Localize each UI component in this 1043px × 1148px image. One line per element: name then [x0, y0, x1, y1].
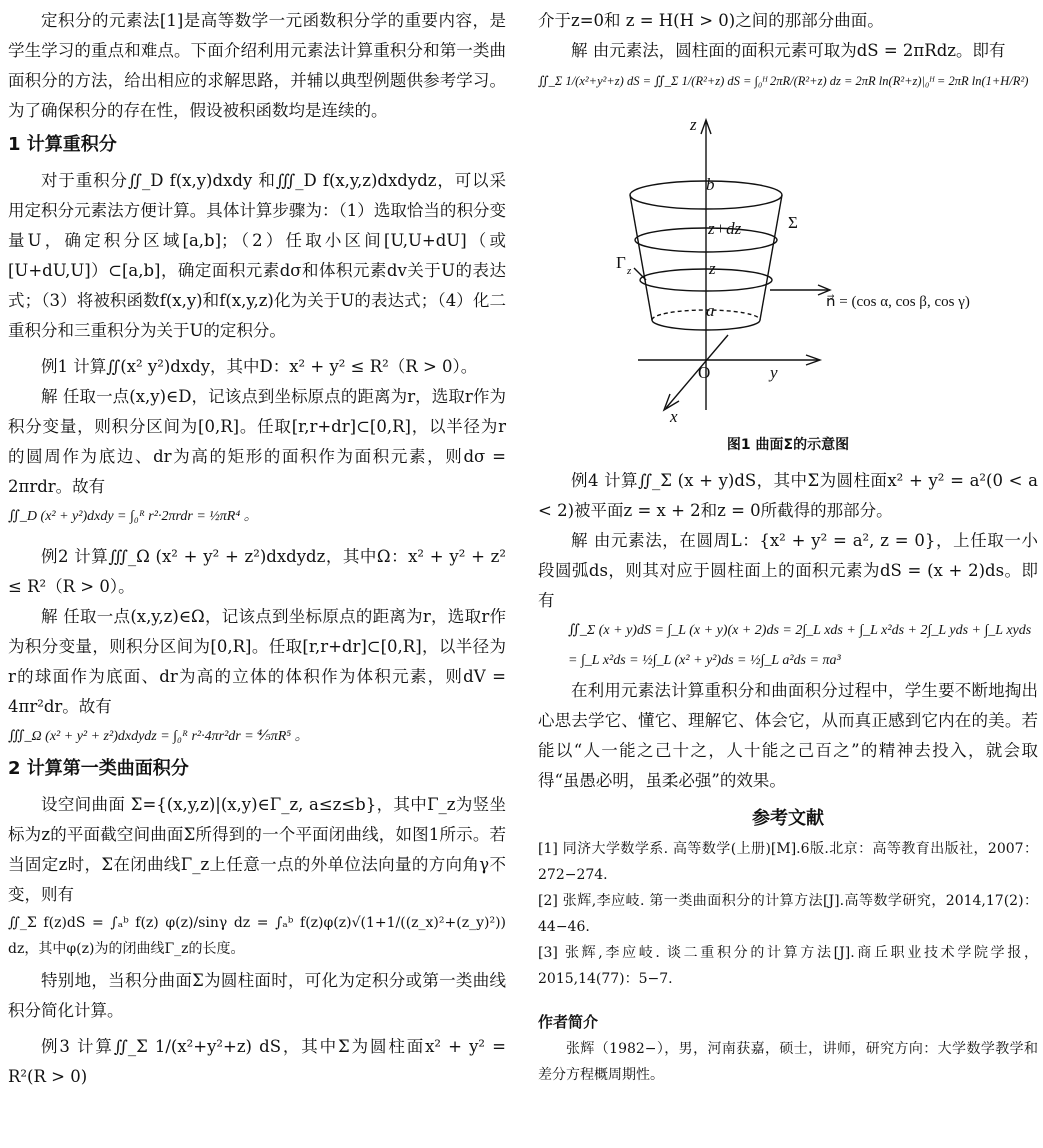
reference-2: [2] 张辉,李应岐. 第一类曲面积分的计算方法[J].高等数学研究，2014,17(2)：44−46. [538, 893, 1038, 935]
author-heading: 作者简介 [538, 1013, 599, 1031]
section-1-heading: 1 计算重积分 [8, 134, 117, 155]
figure-gamma-subscript: z [627, 265, 632, 277]
figure-x-axis-label: x [670, 407, 678, 426]
solution-1: 解 任取一点(x,y)∈D，记该点到坐标原点的距离为r，选取r作为积分变量，则积分区间为[0,R]。任取[r,r+dr]⊂[0,R]，以半径为r的圆周作为底边、dr为高的矩形的面积作为面积元素，则dσ = 2πrdr。故有 [8, 387, 506, 496]
figure-sigma-label: Σ [788, 213, 798, 232]
right-column [538, 0, 1038, 1088]
figure-normal-vector-label: n⃗ = (cos α, cos β, cos γ) [826, 294, 970, 310]
solution-2: 解 任取一点(x,y,z)∈Ω，记该点到坐标原点的距离为r，选取r作为积分变量，则积分区间为[0,R]。任取[r,r+dr]⊂[0,R]，以半径为r的球面作为底面、dr为高的立体的体积作为体积元素，则dV = 4πr²dr。故有 [8, 607, 506, 716]
figure-1-cylinder-diagram [538, 110, 1038, 440]
section-1-paragraph: 对于重积分∬_D f(x,y)dxdy 和∭_D f(x,y,z)dxdydz，可以采用定积分元素法方便计算。具体计算步骤为：（1）选取恰当的积分变量U，确定积分区域[a,b]；（2）任取小区间[U,U+dU]（或[U+dU,U]）⊂[a,b]，确定面积元素dσ和体积元素dv关于U的表达式；（3）将被积函数f(x,y)和f(x,y,z)化为关于U的表达式；（4）化二重积分和三重积分为关于U的定积分。 [8, 171, 506, 340]
section-2-heading: 2 计算第一类曲面积分 [8, 758, 189, 779]
figure-origin-label: O [698, 363, 711, 382]
equation-5: ∬_Σ (x + y)dS = ∫_L (x + y)(x + 2)ds = 2∫_L xds + ∫_L x²ds + 2∫_L yds + ∫_L xyds [568, 623, 1032, 638]
figure-b-label: b [706, 175, 715, 194]
references-heading: 参考文献 [752, 808, 824, 829]
reference-1: [1] 同济大学数学系. 高等数学(上册)[M].6版.北京：高等教育出版社，2007：272−274. [538, 841, 1038, 883]
intro-paragraph: 定积分的元素法[1]是高等数学一元函数积分学的重要内容，是学生学习的重点和难点。下面介绍利用元素法计算重积分和第一类曲面积分的方法，给出相应的求解思路，并辅以典型例题供参考学习。为了确保积分的存在性，假设被积函数均是连续的。 [8, 11, 506, 120]
figure-1-caption: 图1 曲面Σ的示意图 [726, 437, 850, 453]
solution-4: 解 由元素法，在圆周L：{x² + y² = a², z = 0}，上任取一小段圆弧ds，则其对应于圆柱面上的面积元素为dS = (x + 2)ds。即有 [538, 531, 1038, 610]
figure-a-label: a [706, 301, 715, 320]
reference-3: [3] 张辉,李应岐. 谈二重积分的计算方法[J].商丘职业技术学院学报，2015,14(77)：5−7. [538, 945, 1038, 987]
author-bio: 张辉（1982−），男，河南获嘉，硕士，讲师，研究方向：大学数学教学和差分方程概周期性。 [538, 1041, 1038, 1083]
figure-zdz-label: z+dz [708, 219, 742, 238]
example-3: 例3 计算∬_Σ 1/(x²+y²+z) dS，其中Σ为圆柱面x² + y² = R²(R > 0) [8, 1037, 506, 1086]
figure-gamma-label: Γ [616, 253, 626, 272]
example-4: 例4 计算∬_Σ (x + y)dS，其中Σ为圆柱面x² + y² = a²(0 < a < 2)被平面z = x + 2和z = 0所截得的那部分。 [538, 471, 1038, 520]
equation-6: = ∫_L x²ds = ½∫_L (x² + y²)ds = ½∫_L a²ds = πa³ [568, 653, 841, 668]
conclusion-paragraph: 在利用元素法计算重积分和曲面积分过程中，学生要不断地掏出心思去学它、懂它、理解它、体会它，从而真正感到它内在的美。若能以“人一能之己十之，人十能之己百之”的精神去投入，就会取得“虽愚必明，虽柔必强”的效果。 [538, 681, 1038, 790]
equation-3: ∬_Σ f(z)dS = ∫ₐᵇ f(z) φ(z)/sinγ dz = ∫ₐᵇ f(z)φ(z)√(1+1/((z_x)²+(z_y)²)) dz，其中φ(z)为的闭曲线Γ_z的长度。 [8, 915, 506, 957]
section-2-paragraph: 设空间曲面 Σ={(x,y,z)|(x,y)∈Γ_z, a≤z≤b}，其中Γ_z为竖坐标为z的平面截空间曲面Σ所得到的一个平面闭曲线，如图1所示。若当固定z时，Σ在闭曲线Γ_z上任意一点的外单位法向量的方向角γ不变，则有 [8, 795, 506, 904]
figure-z-axis-label: z [690, 115, 697, 134]
example-2: 例2 计算∭_Ω (x² + y² + z²)dxdydz，其中Ω：x² + y² + z² ≤ R²（R > 0）。 [8, 547, 506, 596]
equation-2: ∭_Ω (x² + y² + z²)dxdydz = ∫₀ᴿ r²·4πr²dr = ⅘πR⁵ 。 [8, 729, 309, 744]
equation-1: ∬_D (x² + y²)dxdy = ∫₀ᴿ r²·2πrdr = ½πR⁴ 。 [8, 509, 258, 524]
figure-z-label: z [709, 259, 716, 278]
solution-3: 解 由元素法，圆柱面的面积元素可取为dS = 2πRdz。即有 [571, 41, 1006, 60]
example-3-continued: 介于z=0和 z = H(H > 0)之间的那部分曲面。 [538, 11, 884, 30]
left-column [8, 0, 506, 1092]
equation-4: ∬_Σ 1/(x²+y²+z) dS = ∬_Σ 1/(R²+z) dS = ∫₀ᴴ 2πR/(R²+z) dz = 2πR ln(R²+z)|₀ᴴ = 2πR ln(1+H/R²) [538, 74, 1029, 88]
figure-y-axis-label: y [770, 363, 778, 382]
section-2-special-case: 特别地，当积分曲面Σ为圆柱面时，可化为定积分或第一类曲线积分简化计算。 [8, 971, 506, 1020]
example-1: 例1 计算∬(x² y²)dxdy，其中D：x² + y² ≤ R²（R > 0）。 [41, 357, 478, 376]
